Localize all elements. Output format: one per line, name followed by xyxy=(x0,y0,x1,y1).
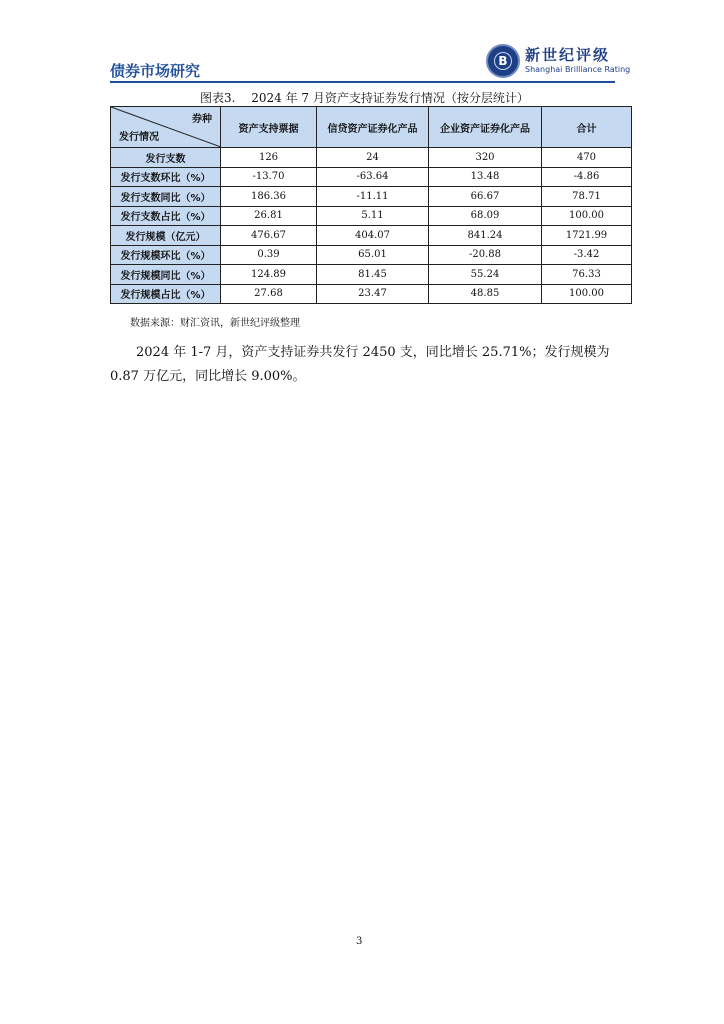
table-cell: 124.89 xyxy=(221,265,317,285)
table-row xyxy=(111,148,632,168)
corner-label-status: 发行情况 xyxy=(119,132,159,143)
issuance-table xyxy=(110,106,632,304)
table-corner-cell xyxy=(111,107,221,148)
table-cell: -3.42 xyxy=(542,245,632,265)
section-title: 债券市场研究 xyxy=(110,62,201,80)
table-cell: 1721.99 xyxy=(542,226,632,246)
column-header: 资产支持票据 xyxy=(221,107,317,148)
table-row xyxy=(111,206,632,226)
table-cell: 55.24 xyxy=(429,265,542,285)
table-cell: 24 xyxy=(317,148,429,168)
table-cell: 470 xyxy=(542,148,632,168)
column-header: 信贷资产证券化产品 xyxy=(317,107,429,148)
row-label: 发行规模环比（%） xyxy=(111,245,221,265)
row-label: 发行支数同比（%） xyxy=(111,187,221,207)
table-cell: 68.09 xyxy=(429,206,542,226)
table-cell: 0.39 xyxy=(221,245,317,265)
table-cell: 100.00 xyxy=(542,284,632,304)
page-number: 3 xyxy=(356,936,363,947)
table-cell: 78.71 xyxy=(542,187,632,207)
table-cell: 320 xyxy=(429,148,542,168)
brand-logo-icon: B xyxy=(486,44,520,78)
table-cell: 100.00 xyxy=(542,206,632,226)
table-row xyxy=(111,187,632,207)
table-row xyxy=(111,284,632,304)
table-cell: 126 xyxy=(221,148,317,168)
table-cell: 76.33 xyxy=(542,265,632,285)
table-row xyxy=(111,167,632,187)
table-cell: 66.67 xyxy=(429,187,542,207)
table-cell: -11.11 xyxy=(317,187,429,207)
table-caption: 图表3. 2024 年 7 月资产支持证券发行情况（按分层统计） xyxy=(200,91,529,105)
table-cell: 186.36 xyxy=(221,187,317,207)
table-cell: 476.67 xyxy=(221,226,317,246)
data-source-note: 数据来源：财汇资讯，新世纪评级整理 xyxy=(130,318,300,329)
body-paragraph xyxy=(110,341,620,389)
corner-label-type: 券种 xyxy=(192,114,212,125)
table-cell: 13.48 xyxy=(429,167,542,187)
table-cell: 841.24 xyxy=(429,226,542,246)
table-cell: 81.45 xyxy=(317,265,429,285)
table-cell: 5.11 xyxy=(317,206,429,226)
column-header: 企业资产证券化产品 xyxy=(429,107,542,148)
table-cell: -4.86 xyxy=(542,167,632,187)
table-cell: 26.81 xyxy=(221,206,317,226)
table-cell: -20.88 xyxy=(429,245,542,265)
header-divider xyxy=(110,81,615,83)
table-row xyxy=(111,265,632,285)
brand-name-en: Shanghai Brilliance Rating xyxy=(525,65,631,74)
row-label: 发行规模占比（%） xyxy=(111,284,221,304)
row-label: 发行规模同比（%） xyxy=(111,265,221,285)
table-header-row xyxy=(111,107,632,148)
column-header: 合计 xyxy=(542,107,632,148)
table-row xyxy=(111,226,632,246)
table-cell: -13.70 xyxy=(221,167,317,187)
body-paragraph-text: 2024 年 1-7 月，资产支持证券共发行 2450 支，同比增长 25.71%；发行规模为 0.87 万亿元，同比增长 9.00%。 xyxy=(110,345,610,384)
row-label: 发行支数环比（%） xyxy=(111,167,221,187)
table-cell: -63.64 xyxy=(317,167,429,187)
table-cell: 23.47 xyxy=(317,284,429,304)
table-cell: 404.07 xyxy=(317,226,429,246)
table-cell: 27.68 xyxy=(221,284,317,304)
row-label: 发行支数占比（%） xyxy=(111,206,221,226)
row-label: 发行支数 xyxy=(111,148,221,168)
row-label: 发行规模（亿元） xyxy=(111,226,221,246)
table-cell: 65.01 xyxy=(317,245,429,265)
brand-name-cn: 新世纪评级 xyxy=(525,46,611,64)
table-cell: 48.85 xyxy=(429,284,542,304)
table-row xyxy=(111,245,632,265)
